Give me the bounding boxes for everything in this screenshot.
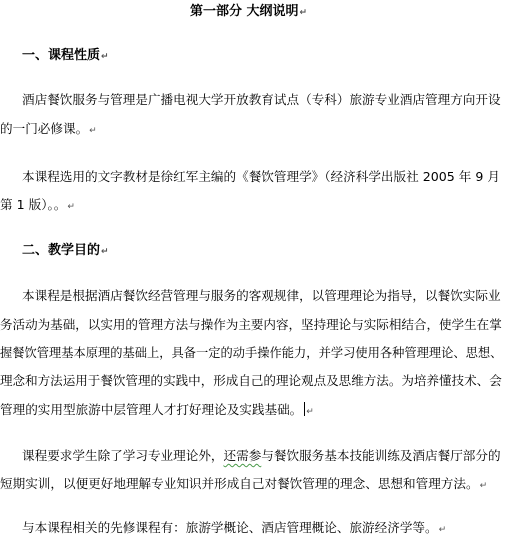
body-text: 握餐饮管理基本原理的基础上，具备一定的动手操作能力，并学习使用各种管理理论、思想、 <box>0 345 503 360</box>
body-text: 第 1 版）。。 <box>0 197 67 212</box>
body-text: 与本课程相关的先修课程有：旅游学概论、酒店管理概论、旅游经济学等。 <box>22 520 438 535</box>
body-text: 管理的实用型旅游中层管理人才打好理论及实践基础。 <box>0 402 303 417</box>
paragraph-mark-icon: ↵ <box>67 202 75 212</box>
section-heading-course-nature <box>22 48 109 65</box>
page-title <box>190 4 307 21</box>
page-title-text: 第一部分 大纲说明 <box>190 4 299 19</box>
body-text: 本课程选用的文字教材是徐红军主编的《餐饮管理学》（经济科学出版社 2005 年 9 月 <box>22 169 500 184</box>
body-text-line <box>0 373 502 389</box>
spellcheck-squiggle[interactable]: 还需参 <box>223 448 262 463</box>
paragraph-mark-icon: ↵ <box>438 525 447 535</box>
body-text-line <box>0 197 75 215</box>
body-text: 本课程是根据酒店餐饮经营管理与服务的客观规律，以管理理论为指导，以餐饮实际业 <box>22 288 501 303</box>
body-text-line <box>0 121 97 139</box>
body-text: 理念和方法运用于餐饮管理的实践中，形成自己的理论观点及思维方法。为培养懂技术、会 <box>0 373 502 388</box>
paragraph-mark-icon: ↵ <box>101 52 109 62</box>
paragraph-mark-icon: ↵ <box>101 247 109 257</box>
body-text-line <box>22 448 501 464</box>
body-text-line <box>22 288 501 304</box>
body-text: 务活动为基础，以实用的管理方法与操作为主要内容，坚持理论与实际相结合，使学生在掌 <box>0 317 502 332</box>
body-text: 短期实训，以便更好地理解专业知识并形成自己对餐饮管理的理念、思想和管理方法。 <box>0 476 479 491</box>
paragraph-mark-icon: ↵ <box>299 8 308 18</box>
body-text-line <box>0 317 502 333</box>
body-text-line <box>0 476 487 494</box>
body-text: 课程要求学生除了学习专业理论外，还需参与餐饮服务基本技能训练及酒店餐厅部分的 <box>22 448 501 463</box>
paragraph-mark-icon: ↵ <box>479 481 488 491</box>
section-heading-text: 一、课程性质 <box>22 48 101 63</box>
section-heading-teaching-purpose <box>22 243 109 260</box>
paragraph-mark-icon: ↵ <box>306 407 314 417</box>
body-text-line <box>22 169 500 185</box>
section-heading-text: 二、教学目的 <box>22 243 101 258</box>
paragraph-mark-icon: ↵ <box>89 126 97 136</box>
body-text-line <box>22 92 501 108</box>
body-text: 的一门必修课。 <box>0 121 89 136</box>
body-text-line <box>22 520 446 538</box>
body-text: 酒店餐饮服务与管理是广播电视大学开放教育试点（专科）旅游专业酒店管理方向开设 <box>22 92 501 107</box>
body-text-line <box>0 345 502 361</box>
body-text-line <box>0 402 314 420</box>
